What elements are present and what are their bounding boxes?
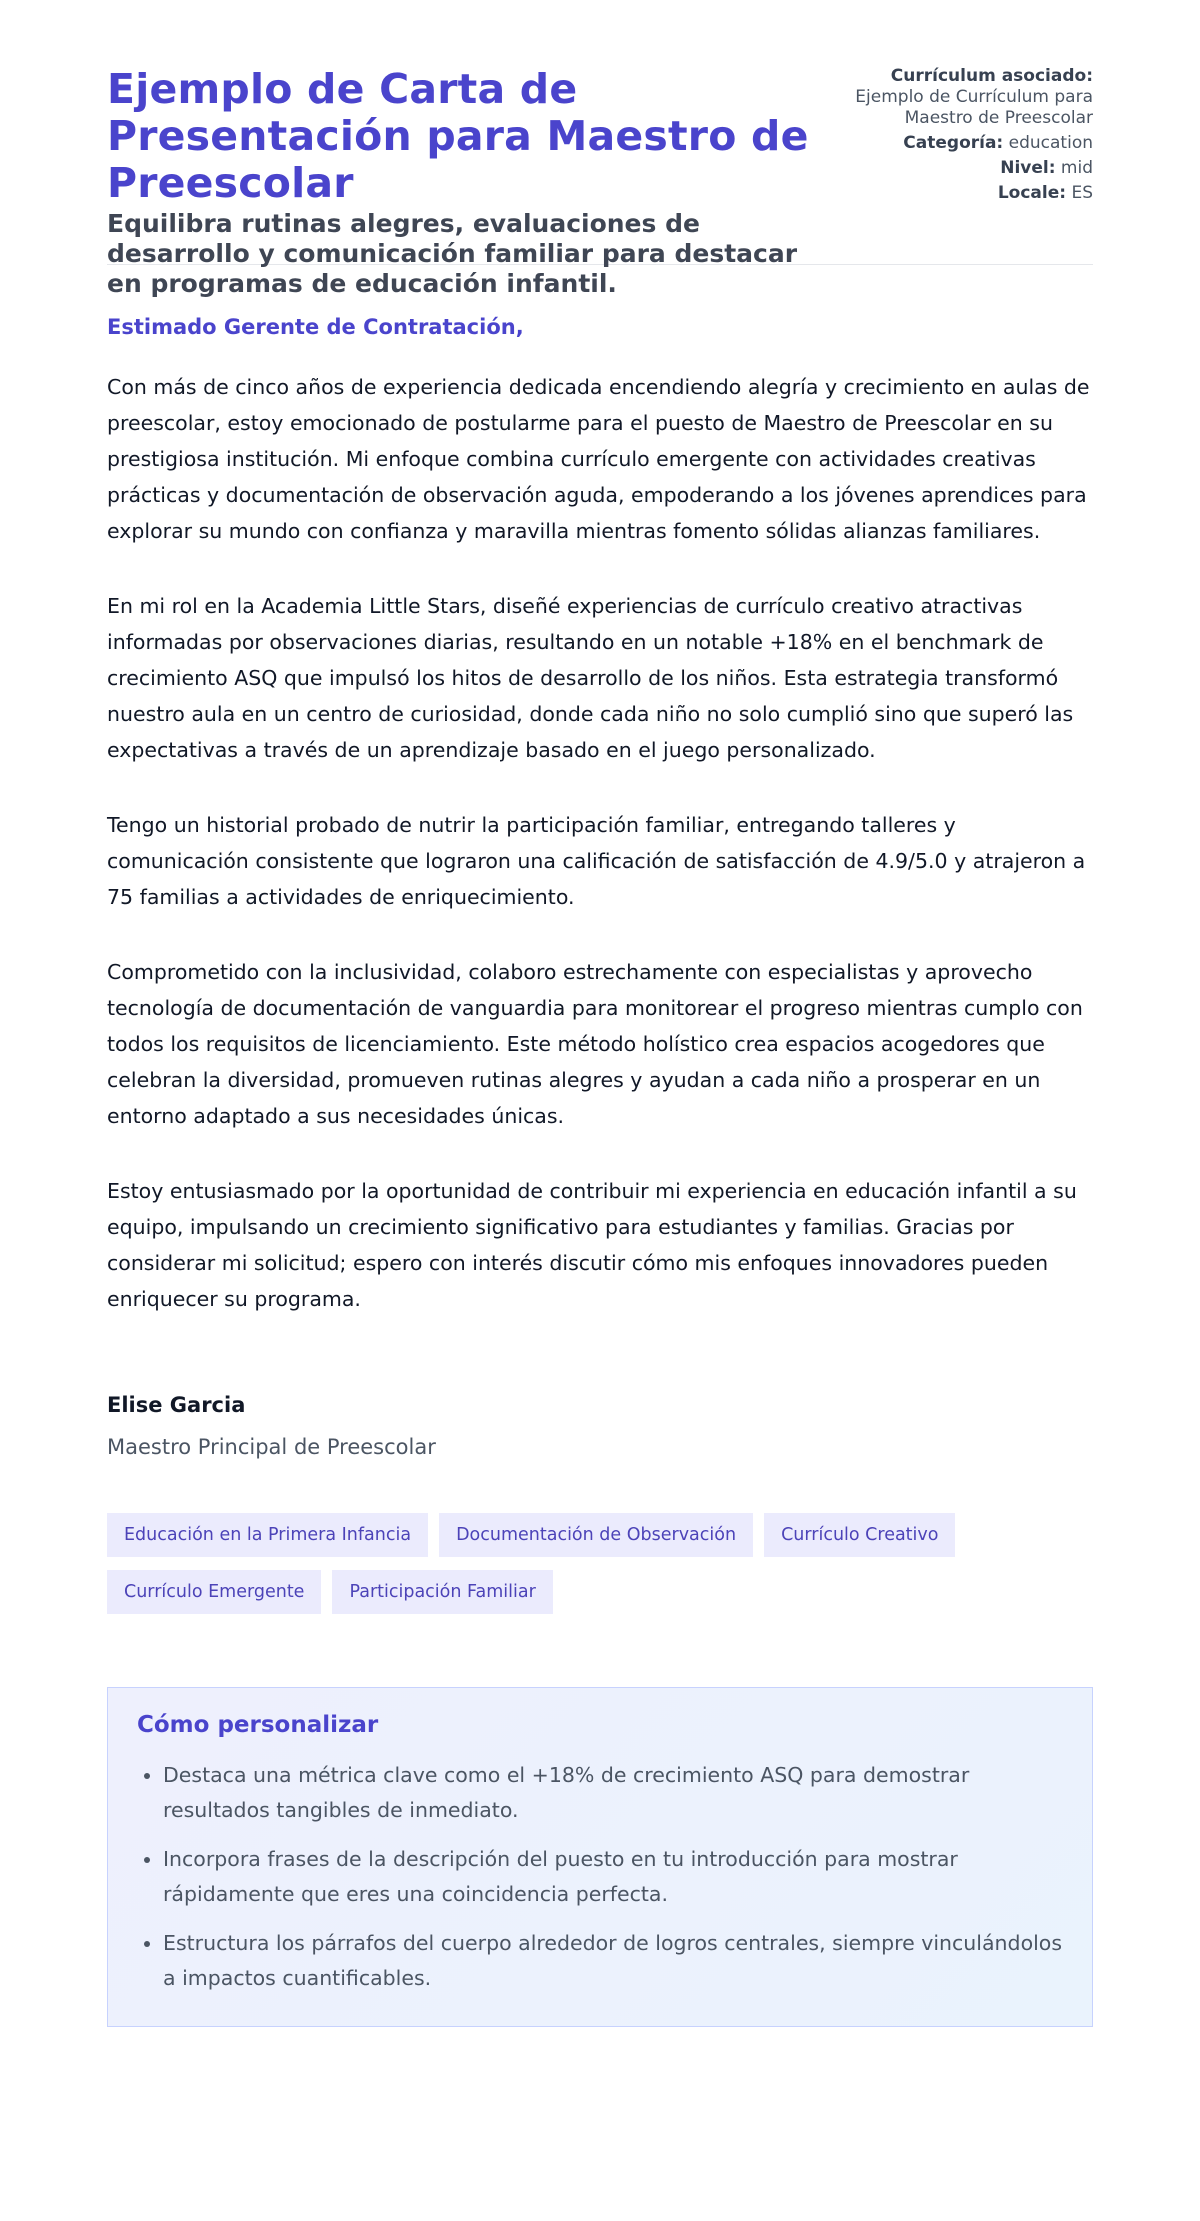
meta-level (793, 158, 1093, 179)
meta-level-value: mid (1060, 158, 1093, 178)
signature-name: Elise Garcia (107, 1393, 246, 1417)
skill-tag: Participación Familiar (332, 1570, 552, 1614)
letter-paragraph: Comprometido con la inclusividad, colaboro estrechamente con especialistas y aprovecho tecnología de documentación de vanguardia para monitorear el progreso mientras cumplo con todos los requisitos de licenciamiento. Este método holístico crea espacios acogedores que celebran la diversidad, promueven rutinas alegres y ayudan a cada niño a prosperar en un entorno adaptado a sus necesidades únicas. (107, 960, 1083, 1128)
meta-category (793, 133, 1093, 154)
signature-role: Maestro Principal de Preescolar (107, 1435, 436, 1459)
skill-tag: Documentación de Observación (439, 1513, 753, 1557)
document-meta (793, 66, 1093, 208)
letter-paragraph: Con más de cinco años de experiencia dedicada encendiendo alegría y crecimiento en aulas de preescolar, estoy emocionado de postularme para el puesto de Maestro de Preescolar en su prestigiosa institución. Mi enfoque combina currículo emergente con actividades creativas prácticas y documentación de observación aguda, empoderando a los jóvenes aprendices para explorar su mundo con confianza y maravilla mientras fomento sólidas alianzas familiares. (107, 375, 1090, 543)
letter-body (107, 313, 1093, 1461)
meta-locale (793, 183, 1093, 204)
page-subtitle: Equilibra rutinas alegres, evaluaciones de desarrollo y comunicación familiar para destacar en programas de educación infantil. (107, 209, 798, 298)
meta-associated-resume (793, 66, 1093, 129)
meta-locale-label: Locale: (997, 183, 1067, 203)
tip-item: • Destaca una métrica clave como el +18% de crecimiento ASQ para demostrar resultados tangibles de inmediato. (163, 1758, 1063, 1828)
tip-item: • Estructura los párrafos del cuerpo alrededor de logros centrales, siempre vinculándolos a impactos cuantificables. (163, 1926, 1063, 1996)
tip-item: • Incorpora frases de la descripción del puesto en tu introducción para mostrar rápidamente que eres una coincidencia perfecta. (163, 1842, 1063, 1912)
header-titles (107, 66, 827, 299)
page-header (107, 0, 1093, 298)
letter-paragraph: Tengo un historial probado de nutrir la participación familiar, entregando talleres y comunicación consistente que lograron una calificación de satisfacción de 4.9/5.0 y atrajeron a 75 familias a actividades de enriquecimiento. (107, 813, 1086, 909)
letter-salutation: Estimado Gerente de Contratación, (107, 315, 524, 339)
skill-tags (107, 1513, 1093, 1627)
tips-title: Cómo personalizar (137, 1712, 379, 1738)
meta-associated-label: Currículum asociado: (890, 66, 1093, 86)
page-title: Ejemplo de Carta de Presentación para Maestro de Preescolar (107, 65, 809, 207)
meta-category-label: Categoría: (903, 133, 1004, 153)
letter-paragraph: En mi rol en la Academia Little Stars, diseñé experiencias de currículo creativo atractivas informadas por observaciones diarias, resultando en un notable +18% en el benchmark de crecimiento ASQ que impulsó los hitos de desarrollo de los niños. Esta estrategia transformó nuestro aula en un centro de curiosidad, donde cada niño no solo cumplió sino que superó las expectativas a través de un aprendizaje basado en el juego personalizado. (107, 594, 1074, 762)
letter-paragraph: Estoy entusiasmado por la oportunidad de contribuir mi experiencia en educación infantil a su equipo, impulsando un crecimiento significativo para estudiantes y familias. Gracias por considerar mi solicitud; espero con interés discutir cómo mis enfoques innovadores pueden enriquecer su programa. (107, 1179, 1077, 1311)
skill-tag: Currículo Creativo (764, 1513, 955, 1557)
tips-list (137, 1758, 1063, 1996)
meta-category-value: education (1008, 133, 1093, 153)
skill-tag: Educación en la Primera Infancia (107, 1513, 428, 1557)
customization-tips (107, 1687, 1093, 2027)
meta-associated-value: Ejemplo de Currículum para Maestro de Preescolar (855, 87, 1093, 128)
meta-locale-value: ES (1071, 183, 1093, 203)
meta-level-label: Nivel: (1000, 158, 1056, 178)
skill-tag: Currículo Emergente (107, 1570, 321, 1614)
